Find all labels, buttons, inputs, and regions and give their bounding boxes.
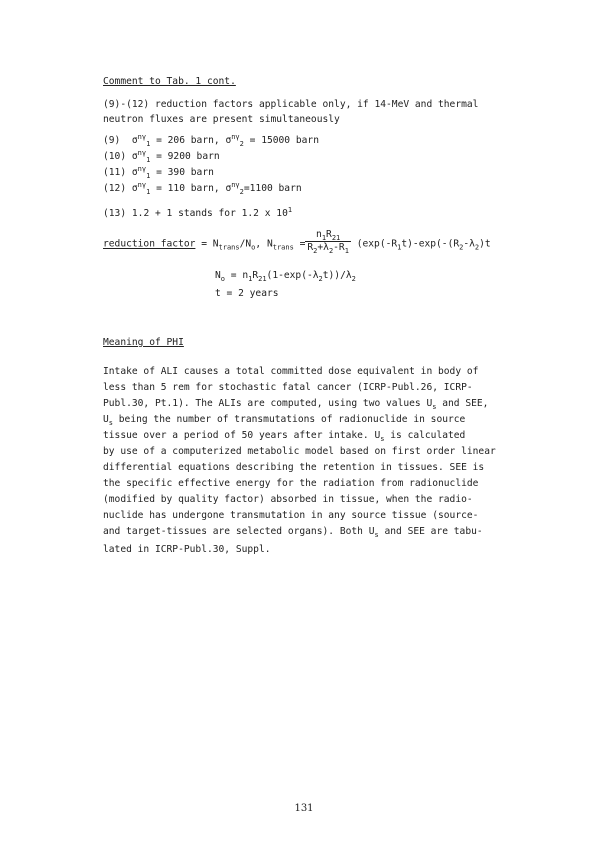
no-formula: $N_o = n_1R_{21}(1-\exp(-\lambda_2t))/\lambda_2$ (215, 270, 356, 283)
para-line-1: Intake of ALI causes a total committed dose equivalent in body of (103, 366, 479, 377)
note-9: (9) $\sigma^{n\gamma}_1 = 206$ barn, $\sigma^{n\gamma}_2 = 15000$ barn (103, 132, 319, 148)
note-10: (10) $\sigma^{n\gamma}_1 = 9200$ barn (103, 148, 220, 164)
comment-heading: Comment to Tab. 1 cont. (103, 76, 236, 87)
page-number: 131 (294, 803, 314, 814)
note-12: (12) $\sigma^{n\gamma}_1 = 110$ barn, $\sigma^{n\gamma}_2=1100$ barn (103, 180, 302, 196)
formula-fraction: $\frac{n_1R_{21}}{R_2+\lambda_2-R_1}$ (307, 229, 349, 255)
time-line: t = 2 years (215, 288, 279, 299)
reduction-factor-formula: reduction factor = $N_{trans}/N_o$, $N_{trans}$ = $\frac{n_1R_{21}}{R_2+\lambda_2-R_1}$ ($\exp(-R_1t)-\exp(-(R_2-\lambda_2)t$ (103, 229, 491, 255)
para-line-8: the specific effective energy for the radiation from radionuclide (103, 478, 479, 489)
note-13: (13) 1.2 + 1 stands for 1.2 x $10^1$ (103, 205, 293, 219)
para-line-5: tissue over a period of 50 years after intake. $U_s$ is calculated (103, 430, 466, 443)
para-line-3: Publ.30, Pt.1). The ALIs are computed, using two values $U_s$ and SEE, (103, 398, 489, 411)
para-line-4: $U_s$ being the number of transmutations of radionuclide in source (103, 414, 466, 427)
para-line-7: differential equations describing the retention in tissues. SEE is (103, 462, 485, 473)
note-11: (11) $\sigma^{n\gamma}_1 = 390$ barn (103, 164, 214, 180)
meaning-heading: Meaning of PHI (103, 337, 184, 348)
para-line-12: lated in ICRP-Publ.30, Suppl. (103, 544, 271, 555)
para-line-11: and target-tissues are selected organs). Both $U_s$ and SEE are tabu- (103, 526, 483, 539)
para-line-10: nuclide has undergone transmutation in any source tissue (source- (103, 510, 479, 521)
para-line-2: less than 5 rem for stochastic fatal cancer (ICRP-Publ.26, ICRP- (103, 382, 473, 393)
para-line-6: by use of a computerized metabolic model based on first order linear (103, 446, 496, 457)
para-line-9: (modified by quality factor) absorbed in tissue, when the radio- (103, 494, 473, 505)
intro-line-2: neutron fluxes are present simultaneously (103, 114, 340, 125)
intro-line-1: (9)-(12) reduction factors applicable only, if 14-MeV and thermal (103, 99, 479, 110)
